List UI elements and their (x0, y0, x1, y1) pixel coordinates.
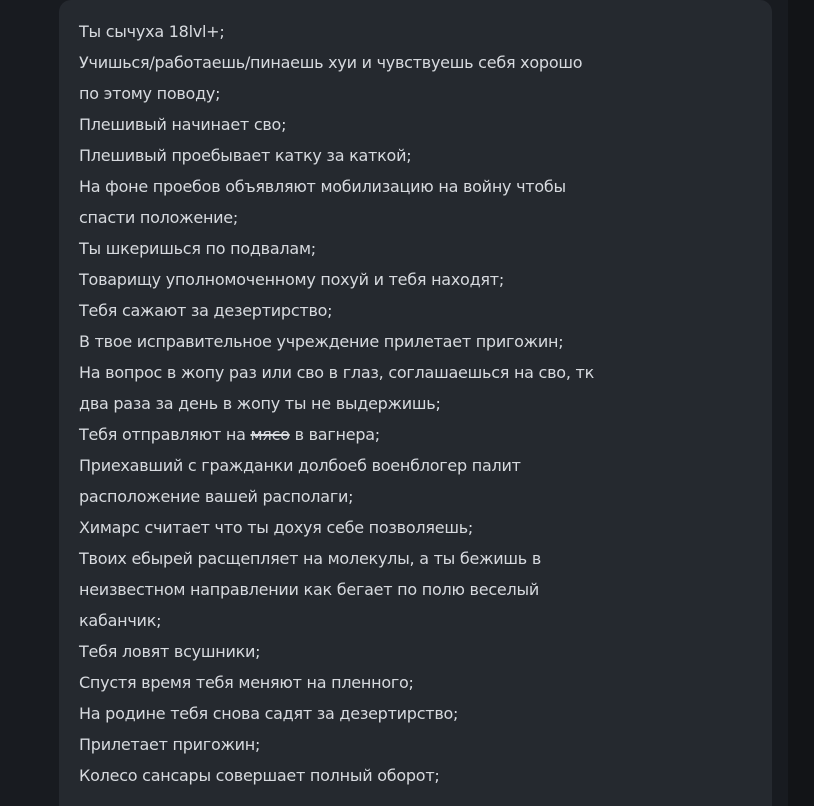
message-line: Колесо сансары совершает полный оборот; (79, 766, 440, 785)
message-line: по этому поводу; (79, 84, 221, 103)
message-line: Учишься/работаешь/пинаешь хуи и чувствуешь себя хорошо (79, 53, 583, 72)
message-text (79, 16, 748, 791)
message-line: Ты сычуха 18lvl+; (79, 22, 225, 41)
message-line: Ты шкеришься по подвалам; (79, 239, 316, 258)
message-line: Плешивый начинает сво; (79, 115, 287, 134)
message-bubble[interactable] (59, 0, 772, 806)
message-line: Тебя сажают за дезертирство; (79, 301, 333, 320)
message-line: два раза за день в жопу ты не выдержишь; (79, 394, 441, 413)
message-line: На фоне проебов объявляют мобилизацию на войну чтобы (79, 177, 566, 196)
message-line: Приехавший с гражданки долбоеб военблогер палит (79, 456, 521, 475)
scroll-area[interactable] (788, 0, 814, 806)
message-line: На родине тебя снова садят за дезертирство; (79, 704, 459, 723)
message-line: спасти положение; (79, 208, 239, 227)
message-line: На вопрос в жопу раз или сво в глаз, соглашаешься на сво, тк (79, 363, 594, 382)
message-line: Прилетает пригожин; (79, 735, 261, 754)
message-line: неизвестном направлении как бегает по полю веселый (79, 580, 539, 599)
message-line: Твоих ебырей расщепляет на молекулы, а ты бежишь в (79, 549, 541, 568)
wagner-line-before: Тебя отправляют на (79, 425, 251, 444)
wagner-line-after: в вагнера; (289, 425, 380, 444)
message-line: Тебя ловят всушники; (79, 642, 261, 661)
message-line: Спустя время тебя меняют на пленного; (79, 673, 414, 692)
message-line: В твое исправительное учреждение прилетает пригожин; (79, 332, 564, 351)
message-line-wagner (79, 419, 748, 450)
message-line: Химарс считает что ты дохуя себе позволяешь; (79, 518, 474, 537)
strikethrough-word: мясо (250, 425, 290, 444)
message-line: кабанчик; (79, 611, 162, 630)
message-line: расположение вашей располаги; (79, 487, 354, 506)
message-line: Товарищу уполномоченному похуй и тебя находят; (79, 270, 504, 289)
message-line: Плешивый проебывает катку за каткой; (79, 146, 412, 165)
